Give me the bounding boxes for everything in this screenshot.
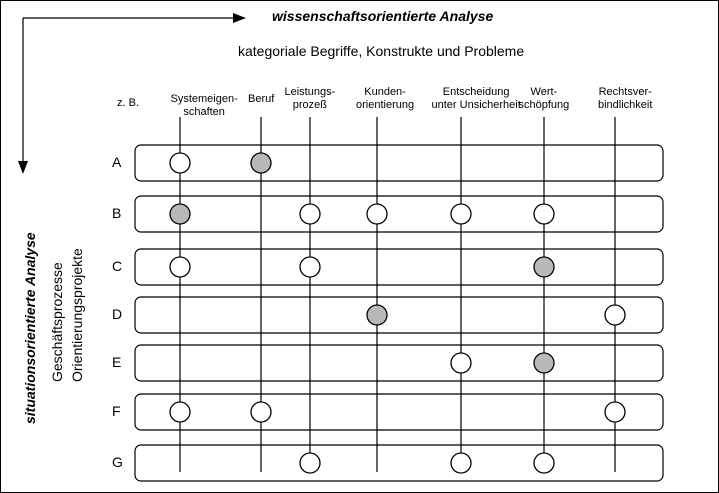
column-label-line: unter Unsicherheit: [431, 99, 521, 111]
marker-open-f-2: [251, 402, 271, 422]
column-label-2: [248, 93, 274, 106]
marker-open-d-7: [605, 305, 625, 325]
column-label-line: Leistungs-: [284, 86, 336, 98]
column-label-line: Systemeigen-: [170, 93, 238, 105]
marker-open-b-5: [451, 204, 471, 224]
marker-open-c-1: [170, 257, 190, 277]
marker-open-g-6: [534, 453, 554, 473]
horizontal-axis-title: wissenschaftsorientierte Analyse: [272, 8, 494, 24]
column-label-line: Entscheidung: [442, 86, 510, 98]
row-label-a: A: [112, 154, 122, 170]
marker-open-b-6: [534, 204, 554, 224]
column-label-line: schöpfung: [518, 99, 570, 111]
row-bar-e: [135, 345, 663, 381]
row-bar-g: [135, 445, 663, 481]
marker-open-c-3: [300, 257, 320, 277]
marker-filled-c-6: [534, 257, 554, 277]
marker-open-b-3: [300, 204, 320, 224]
row-bar-a: [135, 145, 663, 181]
horizontal-arrowhead: [233, 13, 246, 23]
column-label-7: [598, 86, 652, 112]
marker-open-f-1: [170, 402, 190, 422]
column-label-5: [432, 86, 521, 112]
row-label-g: G: [112, 454, 123, 470]
column-label-3: [285, 86, 336, 112]
marker-filled-a-2: [251, 153, 271, 173]
column-label-line: bindlichkeit: [598, 99, 653, 111]
row-label-b: B: [112, 205, 122, 221]
marker-open-f-7: [605, 402, 625, 422]
row-label-f: F: [112, 403, 121, 419]
marker-filled-e-6: [534, 353, 554, 373]
row-bar-c: [135, 249, 663, 285]
column-label-line: Rechtsver-: [598, 86, 652, 98]
marker-filled-d-4: [367, 305, 387, 325]
vertical-subtitle-line: Geschäftsprozesse: [49, 262, 65, 382]
vertical-subtitle-line: Orientierungsprojekte: [69, 248, 85, 382]
vertical-axis-title: situationsorientierte Analyse: [22, 232, 38, 424]
column-label-4: [356, 86, 414, 112]
example-label: z. B.: [117, 97, 140, 109]
marker-open-g-5: [451, 453, 471, 473]
marker-open-b-4: [367, 204, 387, 224]
column-label-1: [171, 93, 238, 119]
column-label-6: [519, 86, 570, 112]
row-label-d: D: [112, 306, 123, 322]
column-label-line: Beruf: [248, 93, 275, 105]
column-label-line: prozeß: [292, 99, 327, 111]
vertical-subtitle: [47, 248, 87, 382]
subtitle: kategoriale Begriffe, Konstrukte und Probleme: [238, 43, 525, 59]
vertical-arrowhead: [18, 161, 28, 174]
column-label-line: schaften: [183, 106, 225, 118]
row-bar-b: [135, 196, 663, 232]
row-bars: [135, 145, 663, 481]
column-label-line: Kunden-: [364, 86, 406, 98]
marker-open-g-3: [300, 453, 320, 473]
marker-open-a-1: [170, 153, 190, 173]
column-label-line: orientierung: [356, 99, 415, 111]
marker-open-e-5: [451, 353, 471, 373]
column-label-line: Wert-: [530, 86, 558, 98]
row-label-c: C: [112, 258, 123, 274]
row-bar-f: [135, 394, 663, 430]
row-bar-d: [135, 297, 663, 333]
marker-filled-b-1: [170, 204, 190, 224]
row-label-e: E: [112, 354, 122, 370]
